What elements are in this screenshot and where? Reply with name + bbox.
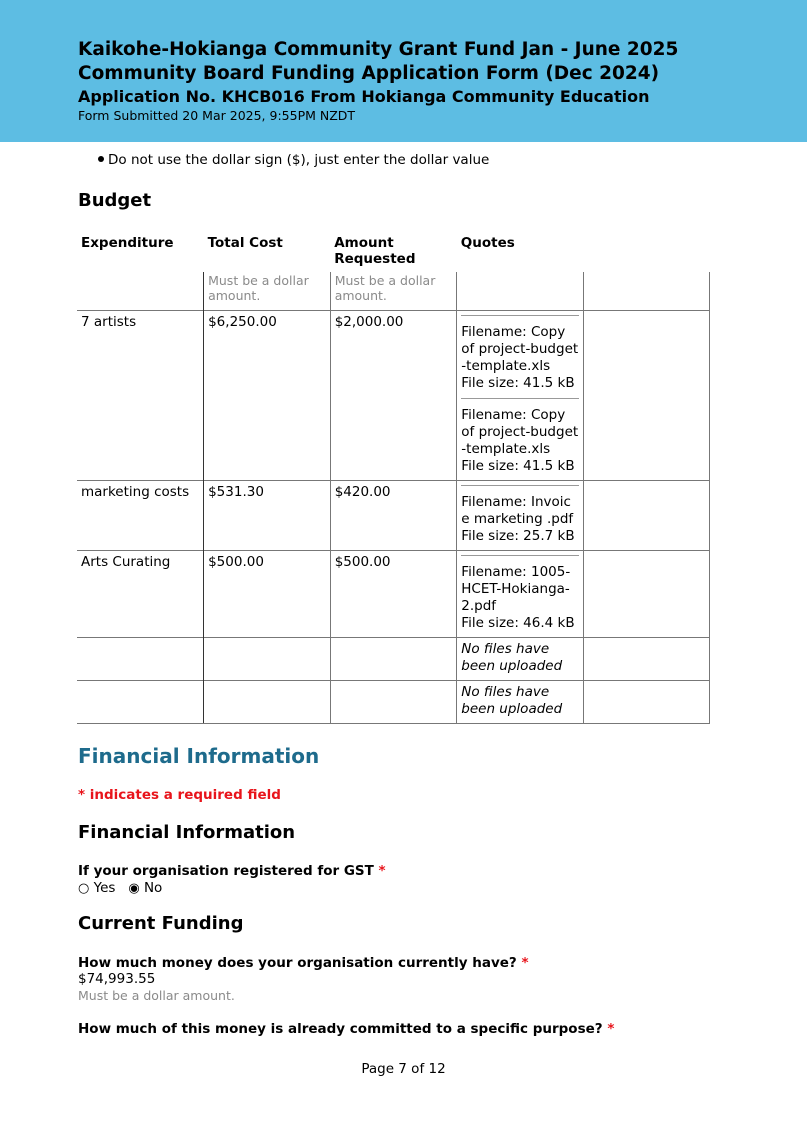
radio-no-selected-icon[interactable]: ◉	[128, 881, 140, 896]
no-files-text: No files have been uploaded	[457, 680, 584, 723]
file-name[interactable]: Filename: Invoic e marketing .pdf	[461, 493, 574, 527]
col-total-cost: Total Cost	[207, 235, 283, 251]
required-star: *	[378, 863, 386, 879]
budget-heading: Budget	[78, 190, 152, 211]
file-size: File size: 46.4 kB	[461, 614, 575, 631]
file-entry[interactable]	[461, 555, 579, 632]
current-funding-heading: Current Funding	[78, 913, 244, 934]
col-empty	[583, 232, 710, 272]
col-expenditure: Expenditure	[81, 235, 174, 251]
financial-subheading: Financial Information	[78, 822, 296, 843]
amount-requested-cell	[330, 680, 457, 723]
form-header	[0, 0, 807, 142]
total-cost-cell: $500.00	[204, 550, 331, 637]
file-entry[interactable]	[461, 315, 579, 392]
money-answer: $74,993.55	[78, 971, 156, 987]
radio-yes-icon[interactable]: ○	[78, 881, 90, 896]
hint-cell-empty	[77, 272, 204, 310]
radio-no-label[interactable]: No	[143, 880, 163, 896]
quotes-cell	[457, 550, 584, 637]
amount-requested-cell: $420.00	[330, 480, 457, 550]
table-row	[77, 680, 710, 723]
table-row	[77, 550, 710, 637]
hint-requested: Must be a dollar amount.	[330, 272, 457, 310]
hint-row	[77, 272, 710, 310]
total-cost-cell	[204, 637, 331, 680]
amount-requested-cell: $2,000.00	[330, 310, 457, 480]
required-star: *	[521, 955, 529, 971]
money-question	[78, 955, 529, 971]
quotes-cell	[457, 310, 584, 480]
budget-header-row	[77, 232, 710, 272]
gst-question	[78, 863, 386, 879]
required-star: *	[607, 1021, 615, 1037]
financial-section-title: Financial Information	[78, 744, 320, 768]
money-question-text: How much money does your organisation currently have?	[78, 955, 517, 971]
file-size: File size: 41.5 kB	[461, 374, 575, 391]
application-number: Application No. KHCB016 From Hokianga Community Education	[78, 87, 650, 106]
total-cost-cell	[204, 680, 331, 723]
hint-total: Must be a dollar amount.	[204, 272, 331, 310]
file-name[interactable]: Filename: Copy of project-budget -template.xls	[461, 406, 579, 457]
extra-cell	[583, 480, 710, 550]
col-amount-requested: Amount Requested	[334, 235, 416, 267]
submission-date: Form Submitted 20 Mar 2025, 9:55PM NZDT	[78, 108, 356, 123]
file-size: File size: 25.7 kB	[461, 527, 575, 544]
total-cost-cell: $531.30	[204, 480, 331, 550]
amount-requested-cell	[330, 637, 457, 680]
amount-requested-cell: $500.00	[330, 550, 457, 637]
file-size: File size: 41.5 kB	[461, 457, 575, 474]
extra-cell	[583, 680, 710, 723]
gst-question-text: If your organisation registered for GST	[78, 863, 374, 879]
instruction-bullet	[98, 151, 489, 169]
extra-cell	[583, 310, 710, 480]
table-row	[77, 637, 710, 680]
expenditure-cell: Arts Curating	[77, 550, 204, 637]
expenditure-cell	[77, 637, 204, 680]
radio-yes-label[interactable]: Yes	[93, 880, 116, 896]
required-note: * indicates a required field	[78, 787, 281, 803]
table-row	[77, 310, 710, 480]
form-title: Community Board Funding Application Form (Dec 2024)	[78, 63, 660, 84]
hint-extra	[583, 272, 710, 310]
instruction-text: Do not use the dollar sign ($), just enter the dollar value	[108, 152, 490, 168]
extra-cell	[583, 550, 710, 637]
committed-question	[78, 1021, 614, 1037]
expenditure-cell	[77, 680, 204, 723]
file-entry[interactable]	[461, 485, 579, 545]
file-entry[interactable]	[461, 398, 579, 475]
gst-radio-group	[78, 879, 162, 898]
file-name[interactable]: Filename: Copy of project-budget -template.xls	[461, 323, 579, 374]
file-name[interactable]: Filename: 1005- HCET-Hokianga- 2.pdf	[461, 563, 571, 614]
committed-question-text: How much of this money is already committed to a specific purpose?	[78, 1021, 603, 1037]
no-files-text: No files have been uploaded	[457, 637, 584, 680]
quotes-cell	[457, 480, 584, 550]
bullet-dot-icon	[98, 156, 104, 162]
money-hint: Must be a dollar amount.	[78, 988, 235, 1003]
extra-cell	[583, 637, 710, 680]
page-number: Page 7 of 12	[361, 1061, 446, 1077]
budget-table	[77, 232, 710, 724]
table-row	[77, 480, 710, 550]
total-cost-cell: $6,250.00	[204, 310, 331, 480]
col-quotes: Quotes	[460, 235, 515, 251]
expenditure-cell: marketing costs	[77, 480, 204, 550]
grant-fund-title: Kaikohe-Hokianga Community Grant Fund Jan - June 2025	[78, 39, 679, 60]
expenditure-cell: 7 artists	[77, 310, 204, 480]
hint-quotes	[457, 272, 584, 310]
